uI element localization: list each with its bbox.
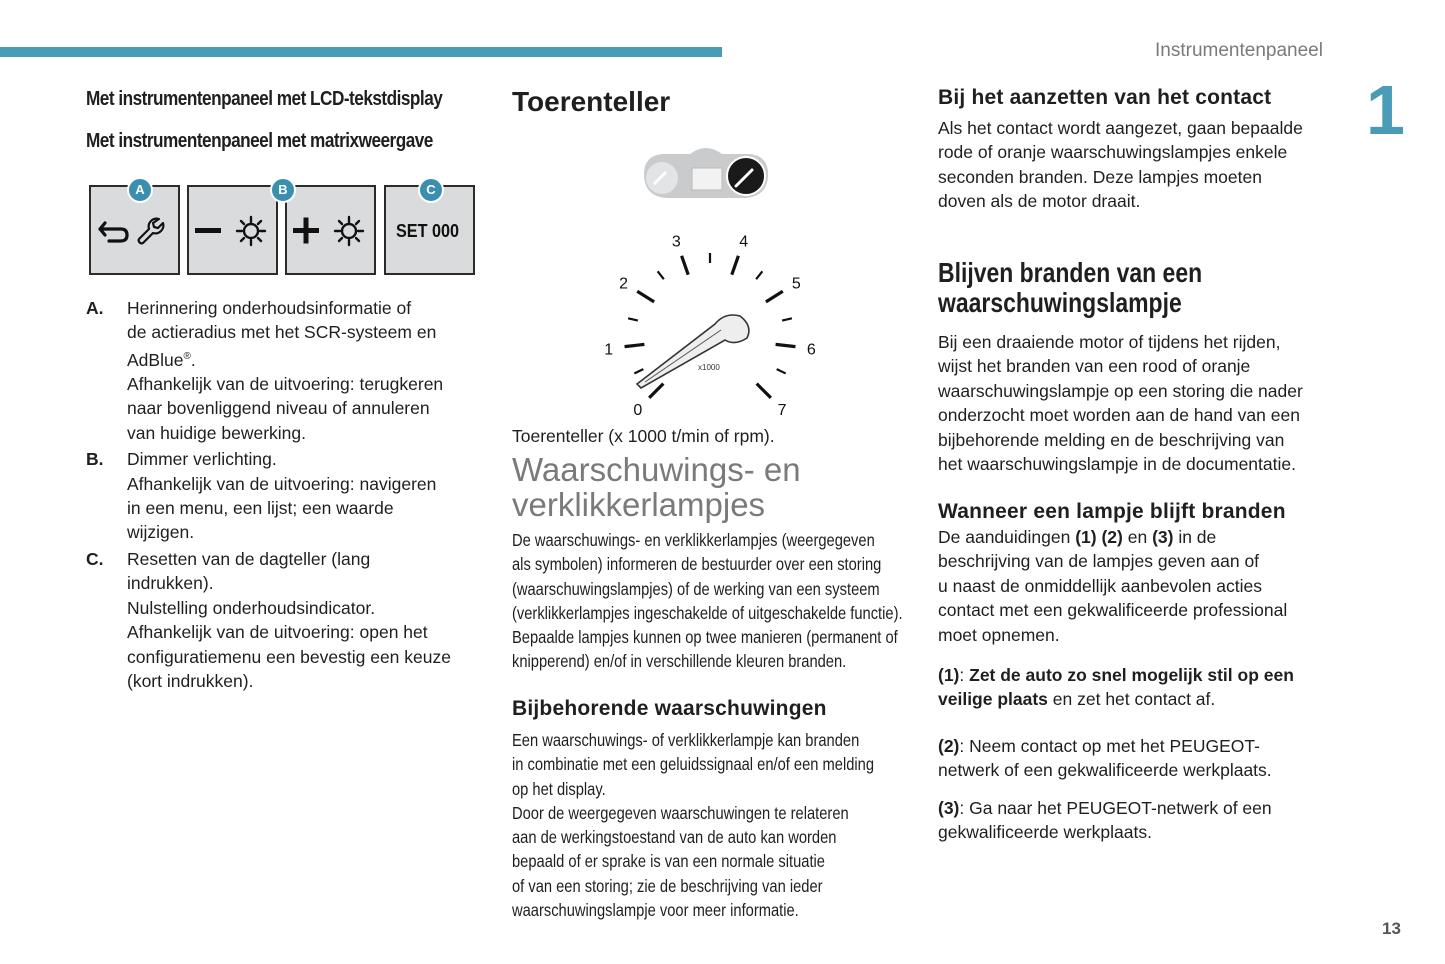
gauge-unit: x1000 [698,363,720,372]
badge-c: C [418,177,444,203]
minor-tick [777,369,786,373]
tachometer-gauge [575,212,845,417]
warning-lamps-text: De waarschuwings- en verklikkerlampjes (weergegeven als symbolen) informeren de bestuurder over een storing (waarschuwingslampjes) of de werking van een systeem (verklikkerlampjes ingeschakelde of uitgeschakelde functie). Bepaalde lampjes kunnen op twee manieren (permanent of knipperend) en/of in verschillende kleuren branden. [512,530,903,672]
gauge-needle [637,315,749,388]
major-tick [732,256,739,275]
major-tick [649,384,663,398]
heading-matrix: Met instrumentenpaneel met matrixweergave [86,130,433,152]
associated-warnings-title: Bijbehorende waarschuwingen [512,697,827,720]
contact-title: Bij het aanzetten van het contact [938,86,1272,109]
minor-tick [756,271,762,279]
gauge-label: 5 [791,275,801,293]
minor-tick [634,369,643,373]
major-tick [625,344,645,346]
note-1: (1): Zet de auto zo snel mogelijk stil op een veilige plaats en zet het contact af. [938,665,1294,710]
major-tick [776,344,796,346]
stay-lit-text: Bij een draaiende motor of tijdens het rijden, wijst het branden van een rood of oranje waarschuwingslampje op een storing die nader onderzocht moet worden aan de hand van een bijbehorende melding en de beschrijving van het waarschuwingslampje in de documentatie. [938,332,1303,475]
page-number: 13 [1382,919,1401,938]
heading-lcd: Met instrumentenpaneel met LCD-tekstdisplay [86,88,443,110]
button-b-minus-panel [187,185,278,275]
list-item: A. Herinnering onderhoudsinformatie of de actieradius met het SCR-systeem en AdBlue®. Afhankelijk van de uitvoering: terugkeren naar bovenliggend niveau of annuleren van huidige bewerking. [86,298,444,443]
contact-text: Als het contact wordt aangezet, gaan bepaalde rode of oranje waarschuwingslampjes enkele seconden branden. Deze lampjes moeten doven als de motor draait. [938,118,1303,212]
when-lit-title: Wanneer een lampje blijft branden [938,500,1286,523]
stay-lit-title: Blijven branden van een waarschuwingslampje [938,257,1203,318]
list-item: B. Dimmer verlichting. Afhankelijk van de uitvoering: navigeren in een menu, een lijst; een waarde wijzigen. [86,449,437,543]
major-tick [682,256,689,275]
major-tick [757,384,771,398]
brightness-icon [237,217,265,245]
header-accent-bar [0,47,722,57]
chapter-number: 1 [1366,71,1405,149]
major-tick [637,291,654,302]
gauge-label: 1 [604,341,614,359]
back-arrow-icon [100,223,127,241]
associated-warnings-text: Een waarschuwings- of verklikkerlampje kan branden in combinatie met een geluidssignaal en/of een melding op het display. Door de weergegeven waarschuwingen te relateren aan de werkingstoestand van de auto kan worden bepaald of er sprake is van een normale situatie of van een storing; zie de beschrijving van ieder waarschuwingslampje voor meer informatie. [512,730,875,921]
gauge-label: 6 [806,341,816,359]
gauge-label: 0 [633,402,643,417]
major-tick [766,291,783,302]
badge-b: B [270,177,296,203]
gauge-label: 4 [739,233,749,251]
when-lit-text: De aanduidingen (1) (2) en (3) in de beschrijving van de lampjes geven aan of u naast de onmiddellijk aanbevolen acties contact met een gekwalificeerde professional moet opnemen. [938,527,1288,645]
button-b-plus-panel [285,185,376,275]
minor-tick [782,318,792,320]
section-title: Instrumentenpaneel [1155,40,1323,61]
cluster-thumbnail-icon [640,146,772,204]
gauge-label: 3 [671,233,681,251]
badge-a: A [127,177,153,203]
note-3: (3): Ga naar het PEUGEOT-netwerk of een gekwalificeerde werkplaats. [938,798,1272,843]
brightness-icon [335,217,363,245]
wrench-icon [139,219,164,244]
minor-tick [628,318,638,320]
note-2: (2): Neem contact op met het PEUGEOT- netwerk of een gekwalificeerde werkplaats. [938,736,1272,781]
tachometer-title: Toerenteller [512,86,671,117]
gauge-label: 2 [619,275,629,293]
list-item: C. Resetten van de dagteller (lang indrukken). Nulstelling onderhoudsindicator. Afhankelijk van de uitvoering: open het configuratiemenu een bevestig een keuze (kort indrukken). [86,548,451,691]
warning-lamps-title: Waarschuwings- en verklikkerlampjes [512,451,801,523]
plus-icon [293,218,319,244]
set-display-label: SET 000 [396,221,460,241]
gauge-label: 7 [777,402,787,417]
tachometer-caption: Toerenteller (x 1000 t/min of rpm). [512,426,775,446]
button-description-list [86,296,486,693]
minor-tick [658,271,664,279]
minus-icon [195,228,221,233]
